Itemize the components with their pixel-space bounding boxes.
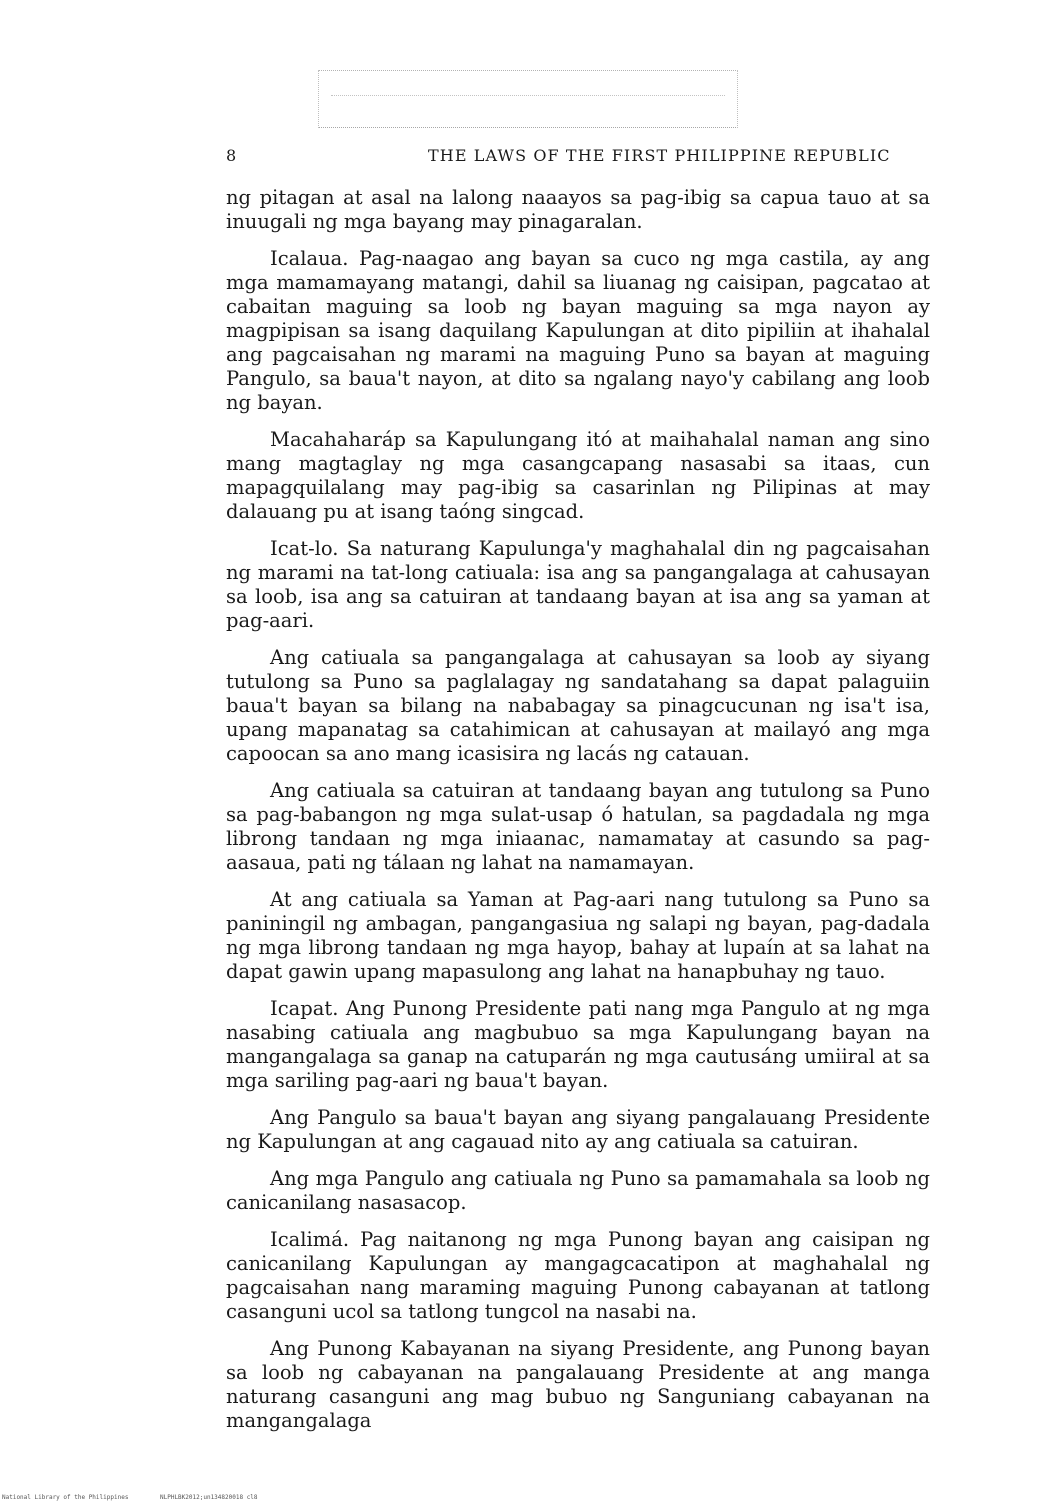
paragraph: Icalimá. Pag naitanong ng mga Punong bayan ang caisipan ng canicanilang Kapulungan ay mangagcacatipon at maghahalal ng pagcaisahan nang maraming maguing Punong cabayanan at tatlong casanguni ucol sa tatlong tungcol na nasabi na. (226, 1228, 930, 1323)
footer-library: National Library of the Philippines (2, 1494, 129, 1501)
paragraph: Ang catiuala sa pangangalaga at cahusayan sa loob ay siyang tutulong sa Puno sa paglalagay ng sandatahang sa dapat palaguiin baua't bayan sa bilang na nababagay sa pinagcucunan ng isa't isa, upang mapanatag sa catahimican at cahusayan at mailayó ang mga capoocan sa ano mang icasisira ng lacás ng catauan. (226, 646, 930, 765)
paragraph: Icapat. Ang Punong Presidente pati nang mga Pangulo at ng mga nasabing catiuala ang magbubuo sa mga Kapulungang bayan na mangangalaga sa ganap na catuparán ng mga cautusáng umiiral at sa mga sariling pag-aari ng baua't bayan. (226, 997, 930, 1092)
page-number: 8 (226, 146, 237, 165)
paragraph: At ang catiuala sa Yaman at Pag-aari nang tutulong sa Puno sa paniningil ng ambagan, pangangasiua ng salapi ng bayan, pag-dadala ng mga librong tandaan ng mga hayop, bahay at lupaín at sa lahat na dapat gawin upang mapasulong ang lahat na hanapbuhay ng tauo. (226, 888, 930, 983)
footer-reference: NLPHLBK2012;un134820018 cl8 (160, 1494, 258, 1501)
paragraph: Icat-lo. Sa naturang Kapulunga'y maghahalal din ng pagcaisahan ng marami na tat-long catiuala: isa ang sa pangangalaga at cahusayan sa loob, isa ang sa catuiran at tandaang bayan at isa ang sa yaman at pag-aari. (226, 537, 930, 632)
paragraph: Ang catiuala sa catuiran at tandaang bayan ang tutulong sa Puno sa pag-babangon ng mga sulat-usap ó hatulan, sa pagdadala ng mga librong tandaan ng mga iniaanac, namamatay at casundo sa pag-aasaua, pati ng tálaan ng lahat na namamayan. (226, 779, 930, 874)
library-stamp (318, 70, 738, 128)
body-text (226, 186, 930, 1446)
running-head: THE LAWS OF THE FIRST PHILIPPINE REPUBLIC (428, 146, 891, 165)
paragraph: Ang mga Pangulo ang catiuala ng Puno sa pamamahala sa loob ng canicanilang nasasacop. (226, 1167, 930, 1214)
paragraph: ng pitagan at asal na lalong naaayos sa pag-ibig sa capua tauo at sa inuugali ng mga bayang may pinagaralan. (226, 186, 930, 233)
paragraph: Icalaua. Pag-naagao ang bayan sa cuco ng mga castila, ay ang mga mamamayang matangi, dahil sa liuanag ng caisipan, pagcatao at cabaitan maguing sa loob ng bayan maguing sa mga nayon ay magpipisan sa isang daquilang Kapulungan at dito pipiliin at ihahalal ang pagcaisahan ng marami na maguing Puno sa bayan at maguing Pangulo, sa baua't nayon, at dito sa ngalang nayo'y cabilang ang loob ng bayan. (226, 247, 930, 414)
paragraph: Ang Punong Kabayanan na siyang Presidente, ang Punong bayan sa loob ng cabayanan na pangalauang Presidente at ang manga naturang casanguni ang mag bubuo ng Sanguniang cabayanan na mangangalaga (226, 1337, 930, 1432)
paragraph: Ang Pangulo sa baua't bayan ang siyang pangalauang Presidente ng Kapulungan at ang cagauad nito ay ang catiuala sa catuiran. (226, 1106, 930, 1153)
paragraph: Macahaharáp sa Kapulungang itó at maihahalal naman ang sino mang magtaglay ng mga casangcapang nasasabi sa itaas, cun mapagquilalang may pag-ibig sa casarinlan ng Pilipinas at may dalauang pu at isang taóng singcad. (226, 428, 930, 523)
